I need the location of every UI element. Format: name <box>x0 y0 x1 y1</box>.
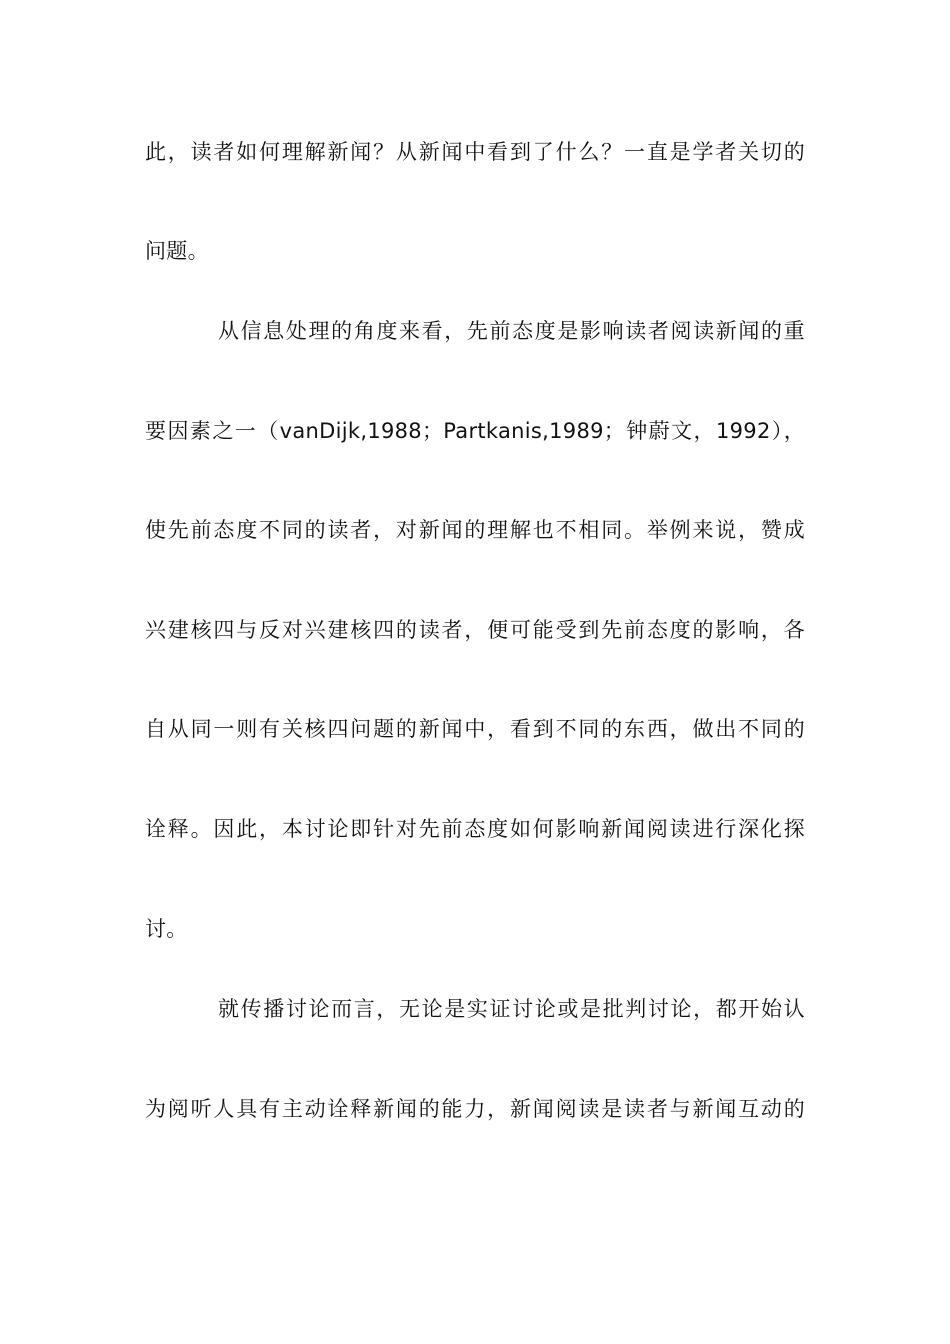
text-line: 此，读者如何理解新闻？从新闻中看到了什么？一直是学者关切的 <box>145 140 805 164</box>
text-line: 问题。 <box>145 239 209 263</box>
text-line: 诠释。因此，本讨论即针对先前态度如何影响新闻阅读进行深化探 <box>145 817 805 841</box>
text-line: 自从同一则有关核四问题的新闻中，看到不同的东西，做出不同的 <box>145 717 805 741</box>
text-line: 就传播讨论而言，无论是实证讨论或是批判讨论，都开始认 <box>218 997 805 1021</box>
text-line: 使先前态度不同的读者，对新闻的理解也不相同。举例来说，赞成 <box>145 518 805 542</box>
text-line: 讨。 <box>145 917 188 941</box>
text-line: 兴建核四与反对兴建核四的读者，便可能受到先前态度的影响，各 <box>145 618 805 642</box>
text-line: 要因素之一（vanDijk,1988；Partkanis,1989；钟蔚文，1992）， <box>145 419 805 443</box>
text-line: 从信息处理的角度来看，先前态度是影响读者阅读新闻的重 <box>218 319 805 343</box>
text-line: 为阅听人具有主动诠释新闻的能力，新闻阅读是读者与新闻互动的 <box>145 1097 805 1121</box>
